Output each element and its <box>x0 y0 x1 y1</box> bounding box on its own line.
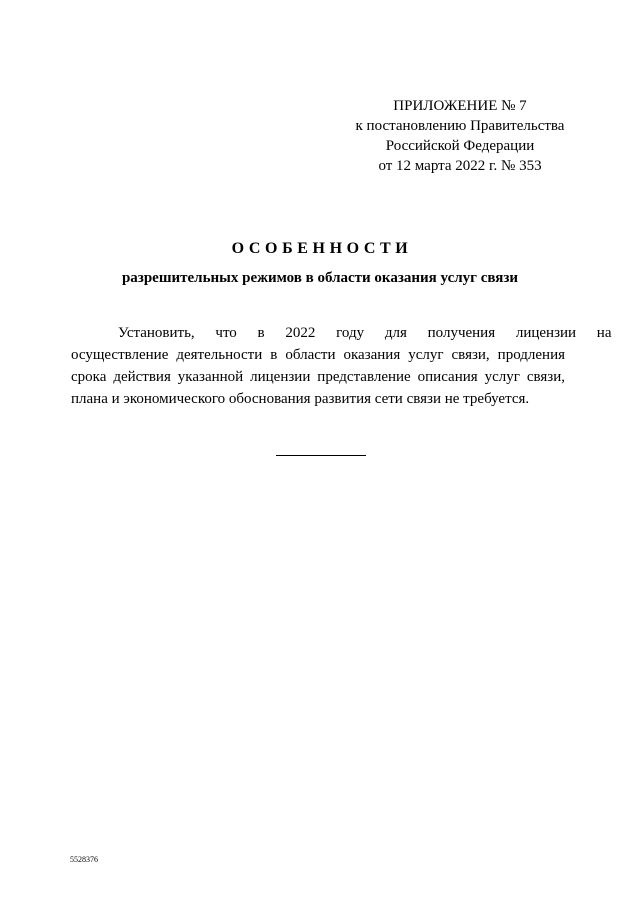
document-subtitle: разрешительных режимов в области оказания услуг связи <box>121 270 519 286</box>
body-line: плана и экономического обоснования развития сети связи не требуется. <box>71 391 530 407</box>
body-line: осуществление деятельности в области оказания услуг связи, продления <box>71 347 565 363</box>
appendix-government: Российской Федерации <box>385 138 535 154</box>
body-line: срока действия указанной лицензии представление описания услуг связи, <box>71 369 565 385</box>
body-paragraph <box>71 322 612 410</box>
appendix-number: ПРИЛОЖЕНИЕ № 7 <box>393 98 527 114</box>
separator-line <box>276 455 366 456</box>
body-line: Установить, что в 2022 году для получения лицензии на <box>118 325 612 341</box>
appendix-heading <box>330 96 590 176</box>
appendix-date-number: от 12 марта 2022 г. № 353 <box>378 158 542 174</box>
document-title: ОСОБЕННОСТИ <box>231 240 413 257</box>
document-number: 5528376 <box>70 855 98 864</box>
appendix-reference: к постановлению Правительства <box>355 118 565 134</box>
